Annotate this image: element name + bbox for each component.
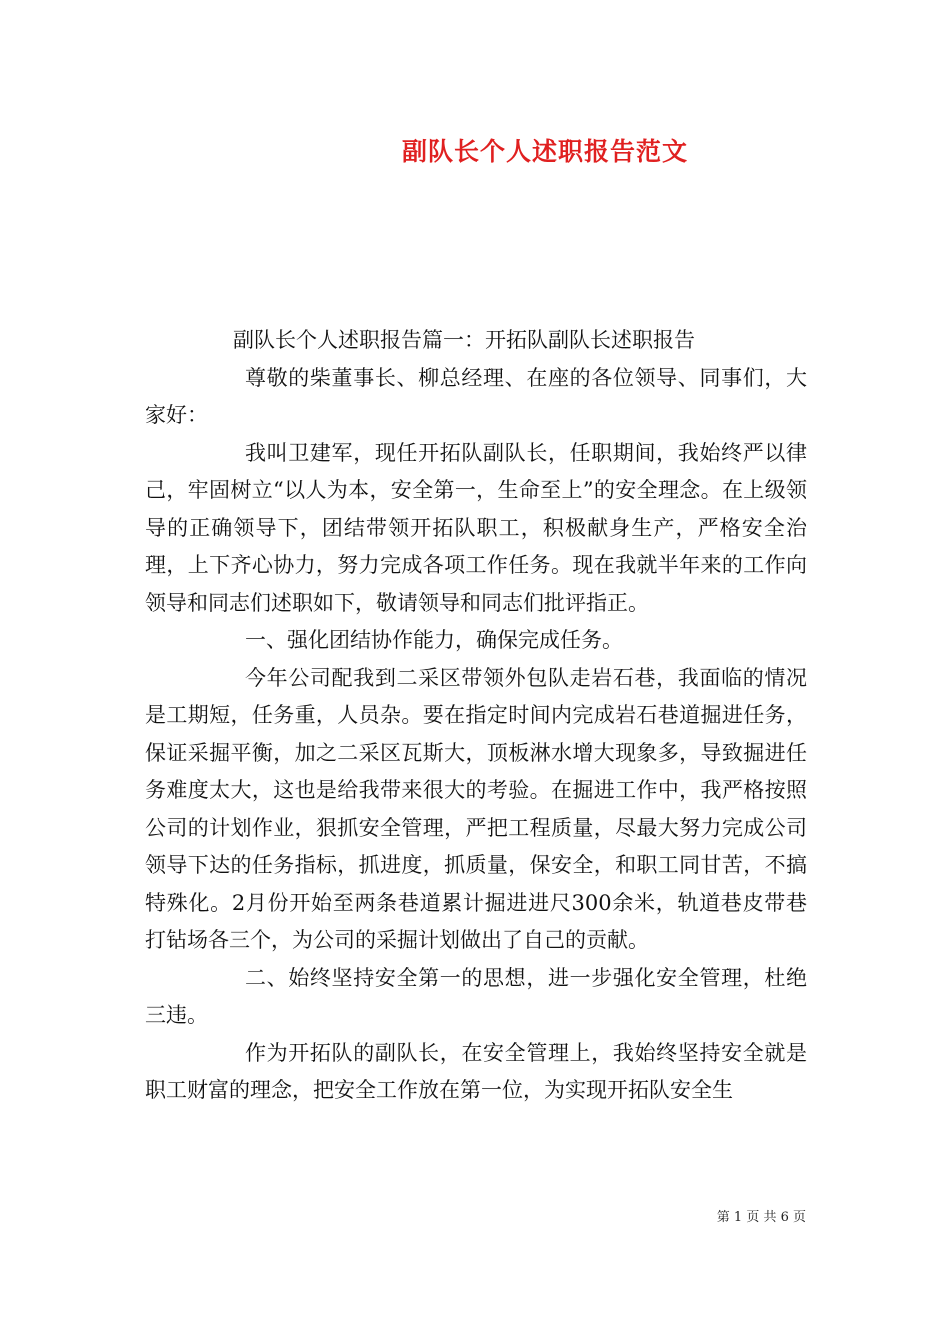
section-heading: 二、始终坚持安全第一的思想，进一步强化安全管理，杜绝三违。 — [145, 965, 807, 1027]
document-title: 副队长个人述职报告范文 — [401, 137, 688, 166]
document-body — [145, 322, 807, 1110]
paragraph: 作为开拓队的副队长，在安全管理上，我始终坚持安全就是职工财富的理念，把安全工作放在第一位，为实现开拓队安全生 — [145, 1040, 807, 1102]
paragraph: 今年公司配我到二采区带领外包队走岩石巷，我面临的情况是工期短，任务重，人员杂。要在指定时间内完成岩石巷道掘进任务，保证采掘平衡，加之二采区瓦斯大，顶板淋水增大现象多，导致掘进任务难度太大，这也是给我带来很大的考验。在掘进工作中，我严格按照公司的计划作业，狠抓安全管理，严把工程质量，尽最大努力完成公司领导下达的任务指标，抓进度，抓质量，保安全，和职工同甘苦，不搞特殊化。2月份开始至两条巷道累计掘进进尺300余米，轨道巷皮带巷打钻场各三个，为公司的采掘计划做出了自己的贡献。 — [145, 665, 807, 952]
page-number: 第 1 页 共 6 页 — [716, 1210, 806, 1225]
paragraph: 我叫卫建军，现任开拓队副队长，任职期间，我始终严以律己，牢固树立“以人为本，安全第一，生命至上”的安全理念。在上级领导的正确领导下，团结带领开拓队职工，积极献身生产，严格安全治理，上下齐心协力，努力完成各项工作任务。现在我就半年来的工作向领导和同志们述职如下，敬请领导和同志们批评指正。 — [145, 440, 807, 615]
document-subtitle: 副队长个人述职报告篇一：开拓队副队长述职报告 — [233, 328, 695, 352]
section-heading: 一、强化团结协作能力，确保完成任务。 — [245, 628, 623, 652]
paragraph: 尊敬的柴董事长、柳总经理、在座的各位领导、同事们，大家好： — [145, 365, 807, 427]
